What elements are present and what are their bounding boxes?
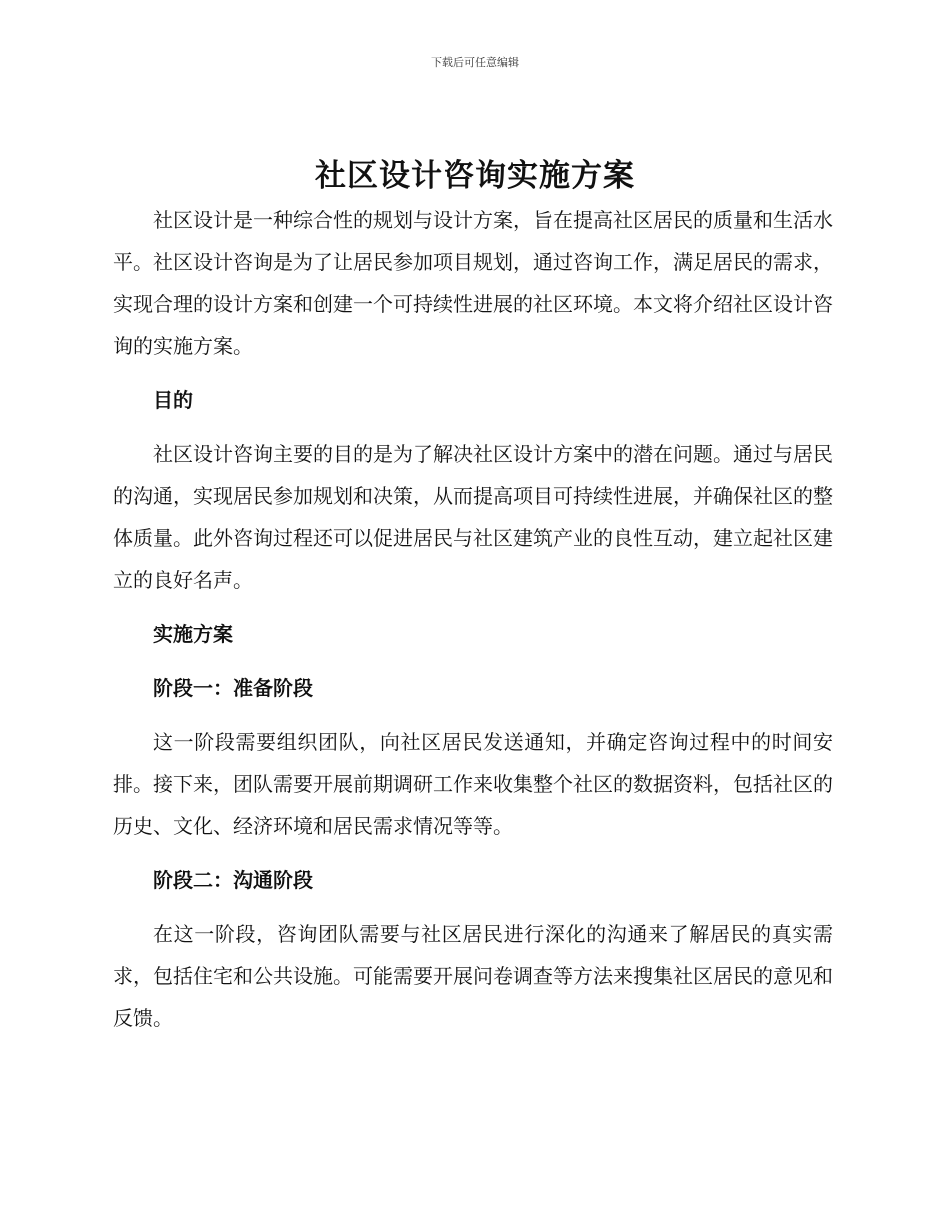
paragraph-stage-one: 这一阶段需要组织团队，向社区居民发送通知，并确定咨询过程中的时间安排。接下来，团队需要开展前期调研工作来收集整个社区的数据资料，包括社区的历史、文化、经济环境和居民需求情况等等。 (113, 730, 833, 838)
heading-stage-two: 阶段二：沟通阶段 (153, 868, 313, 892)
document-title: 社区设计咨询实施方案 (315, 158, 635, 194)
document-body (113, 199, 833, 1039)
page-header: 下载后可任意编辑 (431, 56, 519, 69)
paragraph-intro: 社区设计是一种综合性的规划与设计方案，旨在提高社区居民的质量和生活水平。社区设计咨询是为了让居民参加项目规划，通过咨询工作，满足居民的需求，实现合理的设计方案和创建一个可持续性进展的社区环境。本文将介绍社区设计咨询的实施方案。 (113, 208, 833, 358)
heading-implementation: 实施方案 (153, 622, 233, 646)
paragraph-stage-two: 在这一阶段，咨询团队需要与社区居民进行深化的沟通来了解居民的真实需求，包括住宅和公共设施。可能需要开展问卷调查等方法来搜集社区居民的意见和反馈。 (113, 922, 833, 1030)
paragraph-purpose: 社区设计咨询主要的目的是为了解决社区设计方案中的潜在问题。通过与居民的沟通，实现居民参加规划和决策，从而提高项目可持续性进展，并确保社区的整体质量。此外咨询过程还可以促进居民与社区建筑产业的良性互动，建立起社区建立的良好名声。 (113, 442, 833, 592)
heading-stage-one: 阶段一：准备阶段 (153, 676, 313, 700)
heading-purpose: 目的 (153, 388, 193, 412)
